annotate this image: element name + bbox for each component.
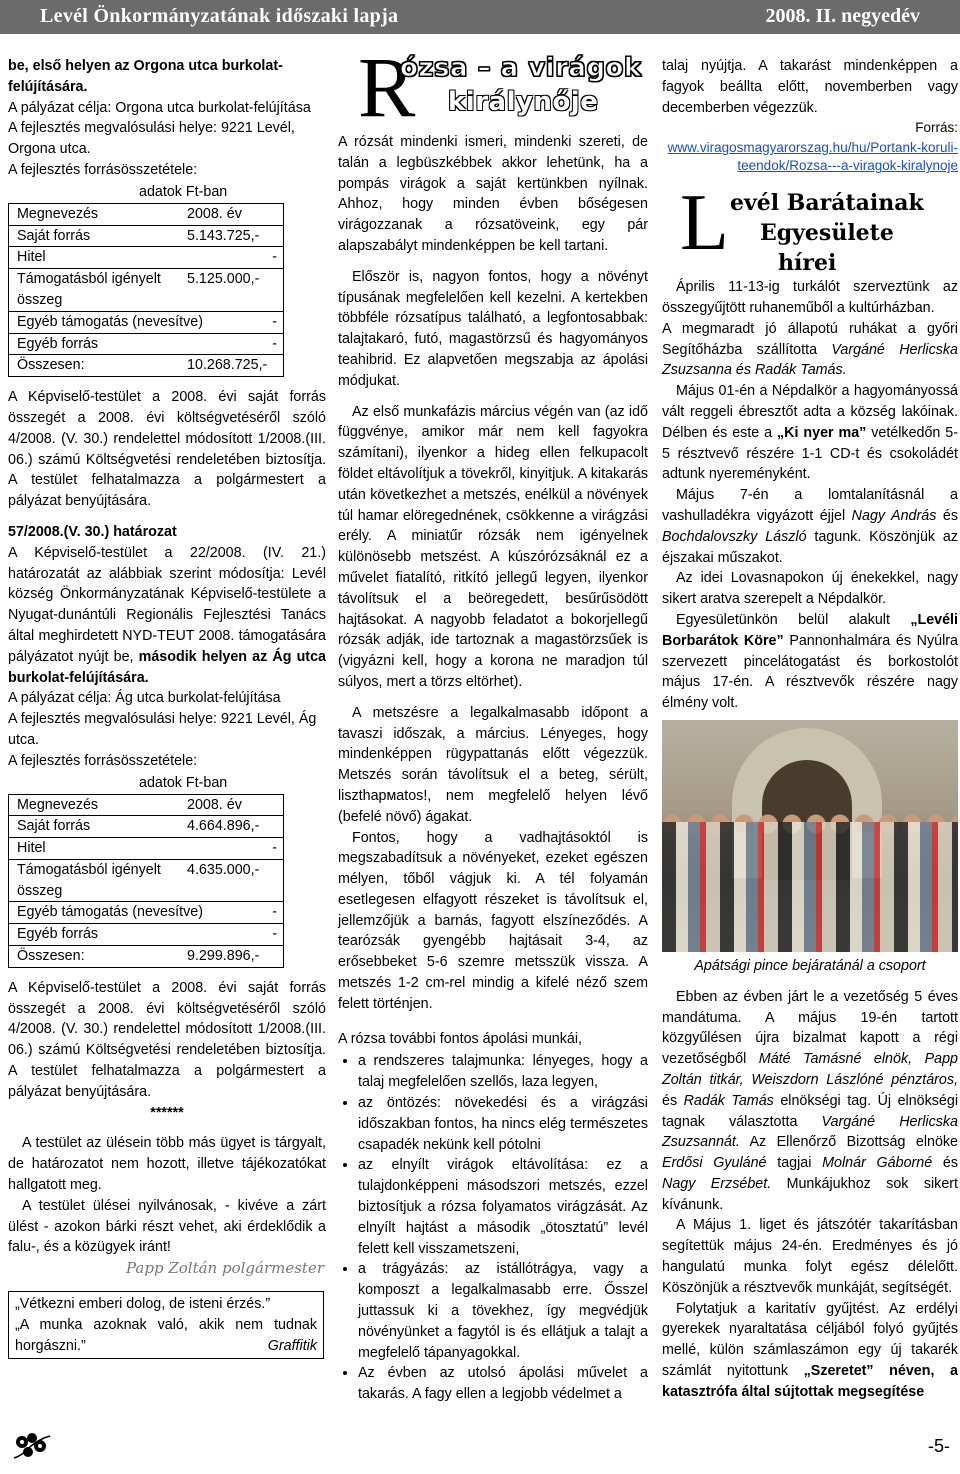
list-item: • a trágyázás: az istállótrágya, vagy a komposzt a legalkalmasabb erre. Ősszel juttassuk ki a tövekhez, így megvédjük növényünket a fagytól is és ellátjuk a talajt a megfelelő tápanyagokkal. xyxy=(358,1259,648,1363)
paragraph: A rózsát mindenki ismeri, mindenki szereti, de talán a legbüszkébbek akkor lehetünk, ha a pompás virágok a saját kertünkben nyílnak. Ahhoz, hogy minden évben bőségesen virágozzanak a rózsatöveink, egy pár alapszabályt mindenképpen be kell tartani. xyxy=(338,134,648,254)
table-row: Egyéb forrás - xyxy=(9,334,283,356)
paragraph: talaj nyújtja. A takarást mindenképpen a fagyok beállta előtt, novemberben vagy decemberben végezzük. xyxy=(662,58,958,116)
club-news-title xyxy=(662,179,958,277)
source-label: Forrás: xyxy=(915,120,958,136)
goal-text: A pályázat célja: Orgona utca burkolat-felújítása xyxy=(8,99,311,116)
funding-table-2 xyxy=(8,774,284,968)
sources-label: A fejlesztés forrásösszetétele: xyxy=(8,161,198,178)
table-row: Egyéb támogatás (nevesítve) - xyxy=(9,902,283,924)
intro-text: be, első helyen az Orgona utca burkolat-felújítására. xyxy=(8,58,283,95)
signature: Papp Zoltán polgármester xyxy=(125,1259,324,1278)
sources-label: A fejlesztés forrásösszetétele: xyxy=(8,752,198,769)
photo-crowd xyxy=(662,822,958,952)
paragraph: Fontos, hogy a vadhajtásoktól is megszabadítsuk a növényeket, ezeket egészen mélyen, tőből vágjuk ki. A tél folyamán esetlegesen elfagyott részeket is távolítsuk el, jellemzőjük a barnás, fagyott elszíneződés. A tearózsák gyengébb hajtásait 3-4, az erősebbeket 5-6 szemre metsszük vissza. A metszés 1-2 cm-rel mindig a kifelé néző szem felett történjen. xyxy=(338,829,648,1012)
table-row: Egyéb támogatás (nevesítve) - xyxy=(9,312,283,334)
table-row: Egyéb forrás - xyxy=(9,924,283,946)
title-line: evél Barátainak xyxy=(730,190,924,217)
quote-author: Graffitik xyxy=(267,1337,317,1354)
title-initial: R xyxy=(358,39,416,135)
list-item: • Az évben az utolsó ápolási művelet a takarás. A fagy ellen a legjobb védelmet a xyxy=(358,1363,648,1405)
column-middle xyxy=(338,39,648,1405)
paragraph: Az idei Lovasnapokon új énekekkel, nagy sikert aratva szerepelt a Népdalkör. xyxy=(662,570,958,608)
title-line: ózsa – a virágok xyxy=(400,53,642,83)
table-row: Hitel - xyxy=(9,838,283,860)
table-row: Megnevezés 2008. év xyxy=(9,204,283,226)
goal-text: A pályázat célja: Ág utca burkolat-felújítása xyxy=(8,690,281,707)
table-caption: adatok Ft-ban xyxy=(139,774,228,791)
table-row: Összesen: 10.268.725,- xyxy=(9,355,283,376)
list-item: • a rendszeres talajmunka: lényeges, hogy a talaj megfelelően szellős, laza legyen, xyxy=(358,1051,648,1093)
table-row: Támogatásból igényelt összeg 4.635.000,- xyxy=(9,860,283,903)
paragraph: Az első munkafázis március végén van (az idő függvénye, amikor már nem kell fagyokra számítani), ilyenkor a hideg ellen felkupacolt földet eltávolítjuk a tövekről, kinyitjuk. A kitakarás után következhet a metszés, enélkül a növények túl hamar elöregednének, csökkenne a virágzási erély. A miniatűr rózsák nem igényelnek különösebb metszést. A kúszórózsáknál ez a művelet fiatalító, ritkító jellegű legyen, ilyenkor távolítsuk el a beöregedett, besűrűsödött hajtásokat. A nagyobb feladatot a bokorjellegű rózsák adják, ide tartoznak a magastörzsűek is (vigyázni kell, hogy a korona ne maradjon túl súlyos, mert a törzs eltörhet). xyxy=(338,403,648,690)
quote-line: „Vétkezni emberi dolog, de isteni érzés.” xyxy=(15,1296,271,1313)
paragraph: A Képviselő-testület a 22/2008. (IV. 21.) határozatát az alábbiak szerint módosítja: Levél község Önkormányzatának Képviselő-testülete a Nyugat-dunántúli Regionális Fejlesztési Tanács által meghirdetett NYD-TEUT 2008. támogatására pályázatot nyújt be, második helyen az Ág utca burkolat-felújítására. xyxy=(8,544,326,686)
paragraph: Május 7-én a lomtalanításnál a vashulladékra vigyázott éjjel Nagy András és Bochdalovszky László tagunk. Köszönjük az éjszakai műszakot. xyxy=(662,487,958,566)
paragraph: A Képviselő-testület a 2008. évi saját forrás összegét a 2008. évi költségvetéséről szóló 4/2008. (V. 30.) rendelettel módosított 1/2008.(III. 06.) számú Költségvetési rendeletében biztosítja. A testület felhatalmazza a polgármestert a pályázat benyújtására. xyxy=(8,389,326,510)
paragraph: Ebben az évben járt le a vezetőség 5 éves mandátuma. A május 19-én tartott közgyűlésen újra bizalmat kapott a régi vezetőségből Máté Tamásné elnök, Papp Zoltán titkár, Weiszdorn Lászlóné pénztáros, és Radák Tamás elnökségi tag. Új elnökségi tagnak választotta Vargáné Herlicska Zsuzsannát. Az Ellenőrző Bizottság elnöke Erdősi Gyuláné tagjai Molnár Gáborné és Nagy Erzsébet. Munkájukhoz sok sikert kívánunk. xyxy=(662,988,959,1213)
column-right xyxy=(662,56,958,1403)
table-row: Saját forrás 4.664.896,- xyxy=(9,816,283,838)
photo-caption: Apátsági pince bejáratánál a csoport xyxy=(694,957,926,974)
paragraph: Folytatjuk a karitatív gyűjtést. Az erdélyi gyerekek nyaraltatása céljából folyó gyűjtés mellé, külön számlaszámon egy új takarék számlát nyitottunk „Szeretet” néven, a katasztrófa által sújtottak megsegítése xyxy=(662,1300,958,1400)
list-item: • az elnyílt virágok eltávolítása: ez a tulajdonképpeni másodszori metszés, ezzel biztosítjuk a rózsa folyamatos virágzását. Az elnyílt hajtást a második „ötosztatú” levél felett kell visszametszeni, xyxy=(358,1155,648,1259)
table-caption: adatok Ft-ban xyxy=(139,183,228,200)
paragraph: Először is, nagyon fontos, hogy a növényt típusának megfelelően kell kezelni. A kertekben többféle rózsatípus található, a legfontosabbak: talajtakaró, futó, magastörzsű és hagyományos teahibrid. Ez alapvetően megszabja az ápolási módjukat. xyxy=(338,268,648,389)
title-initial: L xyxy=(680,179,729,268)
funding-table-1 xyxy=(8,183,284,377)
place-text: A fejlesztés megvalósulási helye: 9221 Levél, Ág utca. xyxy=(8,711,317,748)
paragraph: A megmaradt jó állapotú ruhákat a győri Segítőházba szállította Vargáné Herlicska Zsuzsanna és Radák Tamás. xyxy=(662,320,959,379)
place-text: A fejlesztés megvalósulási helye: 9221 Levél, Orgona utca. xyxy=(8,120,295,158)
quote-box xyxy=(8,1291,324,1359)
page-number: -5- xyxy=(928,1436,950,1456)
table-row: Támogatásból igényelt összeg 5.125.000,- xyxy=(9,269,283,312)
paragraph: A rózsa további fontos ápolási munkái, xyxy=(338,1030,582,1047)
issue-label: 2008. II. negyedév xyxy=(765,5,920,27)
paragraph: A Képviselő-testület a 2008. évi saját forrás összegét a 2008. évi költségvetéséről szóló 4/2008. (V. 30.) rendelettel módosított 1/2008.(III. 06.) számú Költségvetési rendeletében biztosítja. A testület felhatalmazza a polgármestert a pályázat benyújtására. xyxy=(8,979,326,1100)
paragraph: Május 01-én a Népdalkör a hagyományossá vált reggeli ébresztőt adta a község lakóinak. Délben és este a „Ki nyer ma” vetélkedőn 5-5 résztvevő részére 1-1 CD-t és csokoládét adtunk nyereményként. xyxy=(662,383,958,483)
resolution-title: 57/2008.(V. 30.) határozat xyxy=(8,523,177,540)
paragraph: Egyesületünkön belül alakult „Levéli Borbarátok Köre” Pannonhalmára és Nyúlra szervezett pincelátogatást és borkostolót május 17-én. A résztvevők részére nagy élmény volt. xyxy=(662,611,958,712)
group-photo xyxy=(662,720,958,952)
flower-ornament-icon xyxy=(8,1428,54,1464)
article-title-rose xyxy=(338,39,648,146)
title-line: hírei xyxy=(778,250,837,277)
table-row: Hitel - xyxy=(9,247,283,269)
page-header xyxy=(0,0,960,34)
table-row: Összesen: 9.299.896,- xyxy=(9,946,283,967)
table-row: Saját forrás 5.143.725,- xyxy=(9,226,283,248)
quote-line: „A munka azoknak való, akik nem tudnak horgászni.” Graffitik xyxy=(15,1315,317,1357)
separator-stars: ****** xyxy=(150,1104,184,1121)
paragraph: A testület ülései nyilvánosak, - kivéve a zárt ülést - azokon bárki részt vehet, aki érdeklődik a falu-, és a közügyek iránt! xyxy=(8,1197,326,1256)
column-left xyxy=(8,56,326,1359)
paragraph: A metszésre a legalkalmasabb időpont a tavaszi időszak, a március. Lényeges, hogy mindenképpen rügypattanás előtt végezzük. Metszés során távolítsuk el a beteg, sérült, liszthармatos!, nem megfelelő helyen lévő (befelé növő) ágakat. xyxy=(338,704,648,825)
paragraph: A testület az ülésein több más ügyet is tárgyalt, de határozatot nem hozott, illetve tájékozatókat hallgatott meg. xyxy=(8,1135,326,1194)
paragraph: Április 11-13-ig turkálót szerveztünk az összegyűjtött ruhaneműből a kultúrházban. xyxy=(662,279,958,316)
title-line: királynője xyxy=(448,87,599,117)
title-line: Egyesülete xyxy=(760,220,894,247)
list-item: • az öntözés: növekedési és a virágzási időszakban fontos, ha nincs elég természetes csapadék nekünk kell pótolni xyxy=(358,1093,648,1155)
publication-title: Levél Önkormányzatának időszaki lapja xyxy=(40,5,399,27)
paragraph: A Május 1. liget és játszótér takarításban segítettük május 24-én. Eredményes és jó hangulatú munka folyt egész délelőtt. Köszönjük a résztvevők munkáját, segítségét. xyxy=(662,1217,958,1296)
care-list xyxy=(338,1051,648,1405)
table-row: Megnevezés 2008. év xyxy=(9,795,283,817)
source-link[interactable]: www.viragosmagyarorszag.hu/hu/Portank-koruli-teendok/Rozsa---a-viragok-kiralynoje xyxy=(667,140,958,174)
